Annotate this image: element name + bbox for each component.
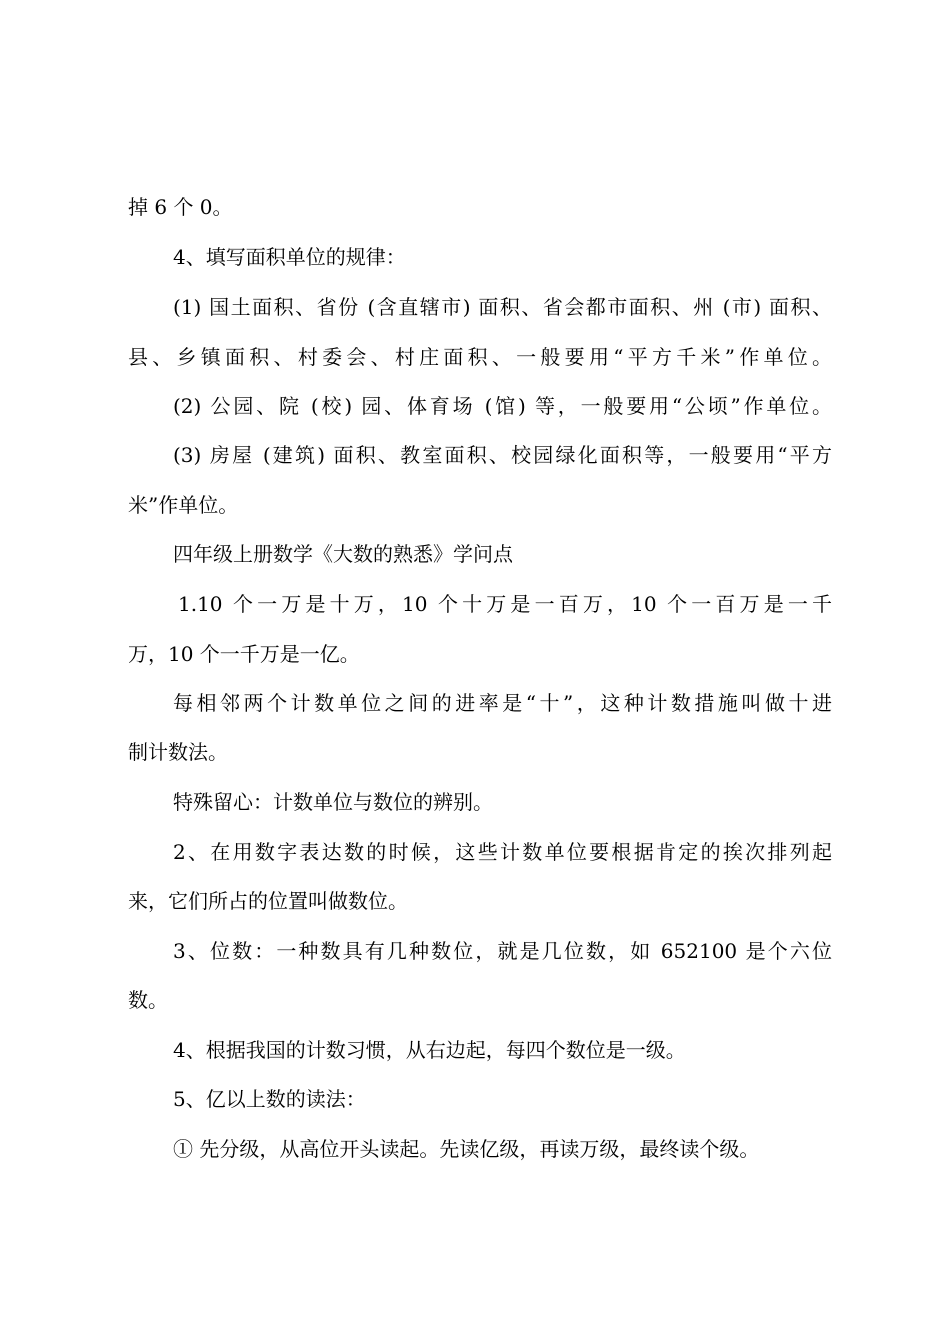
text-line-8: 四年级上册数学《大数的熟悉》学问点	[173, 542, 513, 566]
text-line-13: 特殊留心：计数单位与数位的辨别。	[173, 790, 493, 814]
text-line-17: 数。	[128, 988, 168, 1012]
text-line-20: ① 先分级，从高位开头读起。先读亿级，再读万级，最终读个级。	[173, 1137, 760, 1161]
text-line-19: 5、亿以上数的读法：	[173, 1087, 366, 1111]
text-line-5: (2) 公园、院 (校) 园、体育场 (馆) 等，一般要用“公顷”作单位。	[173, 394, 832, 418]
text-line-16: 3、位数：一种数具有几种数位，就是几位数，如 652100 是个六位	[173, 939, 832, 963]
text-line-4: 县、乡镇面积、村委会、村庄面积、一般要用“平方千米”作单位。	[128, 345, 832, 369]
text-line-15: 来，它们所占的位置叫做数位。	[128, 889, 408, 913]
text-line-11: 每相邻两个计数单位之间的进率是“十”，这种计数措施叫做十进	[173, 691, 832, 715]
text-line-6: (3) 房屋 (建筑) 面积、教室面积、校园绿化面积等，一般要用“平方	[173, 443, 832, 467]
text-line-1: 掉 6 个 0。	[128, 195, 233, 219]
text-line-3: (1) 国土面积、省份 (含直辖市) 面积、省会都市面积、州 (市) 面积、	[173, 295, 832, 319]
text-line-18: 4、根据我国的计数习惯，从右边起，每四个数位是一级。	[173, 1038, 686, 1062]
text-line-12: 制计数法。	[128, 740, 228, 764]
text-line-9: 1.10 个一万是十万，10 个十万是一百万，10 个一百万是一千	[178, 592, 832, 616]
text-line-10: 万，10 个一千万是一亿。	[128, 642, 360, 666]
text-line-2: 4、填写面积单位的规律：	[173, 245, 406, 269]
text-line-7: 米”作单位。	[128, 493, 239, 517]
text-line-14: 2、在用数字表达数的时候，这些计数单位要根据肯定的挨次排列起	[173, 840, 832, 864]
